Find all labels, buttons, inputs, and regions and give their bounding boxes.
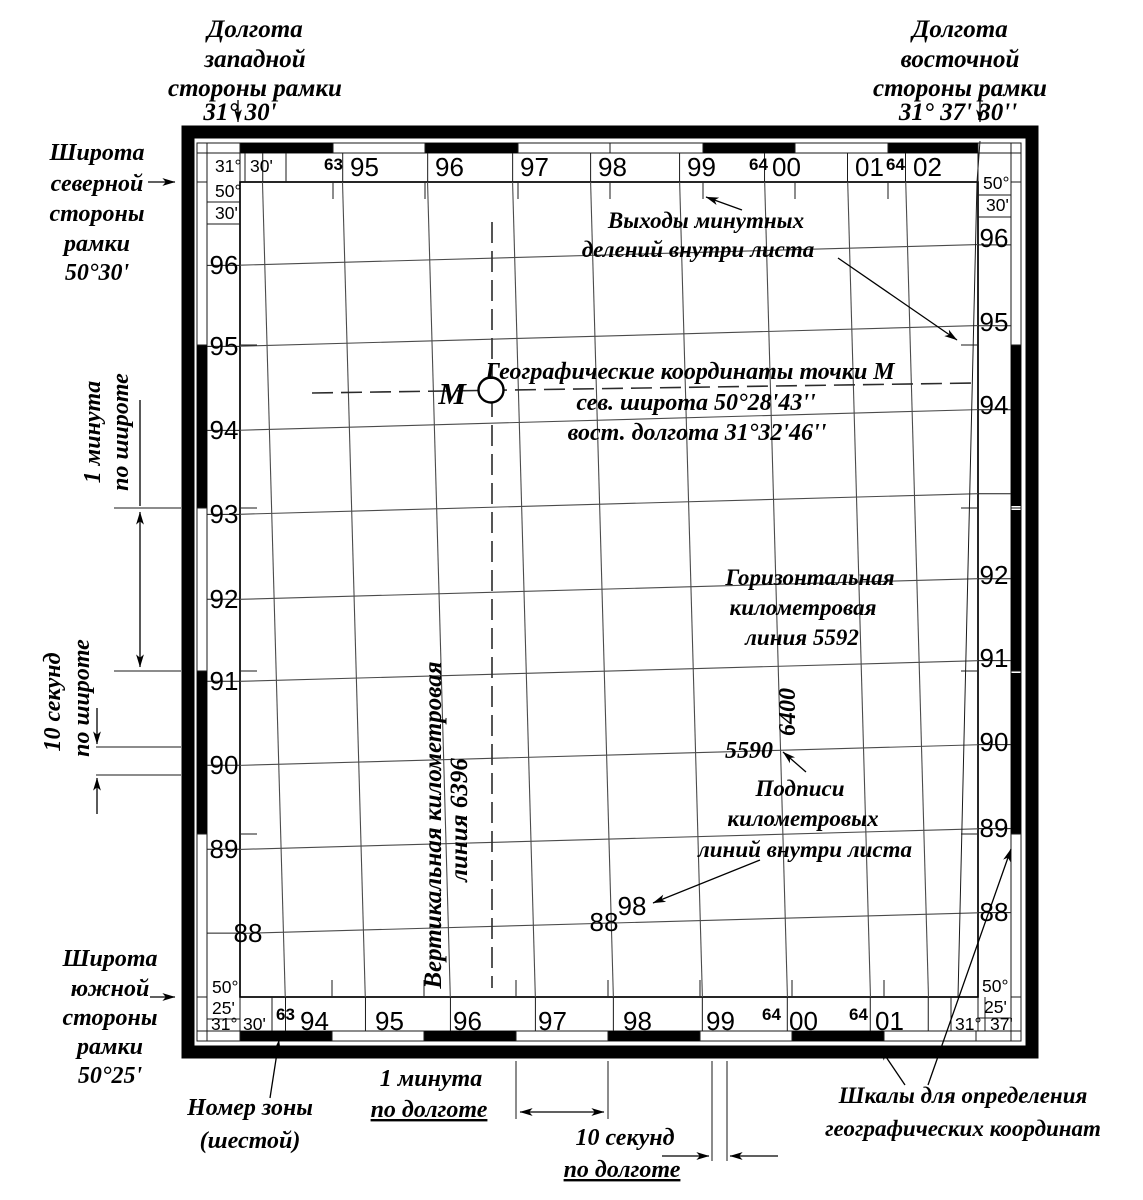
note-line: Географические координаты точки М	[485, 359, 895, 385]
minute-latitude-dimension	[80, 373, 181, 671]
dim-label: по широте	[108, 373, 134, 491]
note-line: Выходы минутных	[607, 208, 805, 233]
corner-label: 37'	[990, 1014, 1013, 1034]
corner-label: 30'	[250, 156, 273, 176]
point-m-letter: М	[438, 376, 466, 411]
note-line: сев. широта 50°28'43''	[576, 390, 816, 416]
zone-number: 64	[749, 155, 768, 174]
bottom-km-number: 94	[300, 1006, 329, 1036]
title-line: Долгота	[912, 16, 1008, 43]
top-km-number: 98	[598, 152, 627, 182]
corner-label: 25'	[212, 998, 235, 1018]
left-km-number: 96	[209, 250, 239, 280]
bottom-km-number: 98	[623, 1006, 652, 1036]
bottom-km-number: 97	[538, 1006, 567, 1036]
km-grid-clip	[213, 154, 1003, 1025]
note-line: километровая	[729, 595, 877, 620]
zone-number: 63	[324, 155, 343, 174]
dim-label: по долготе	[370, 1097, 488, 1123]
km-line-vertical	[590, 165, 614, 1015]
km-line-horizontal	[230, 744, 997, 765]
dim-label: по широте	[69, 639, 95, 757]
top-km-number: 00	[772, 152, 801, 182]
note-line: Шкалы для определения	[838, 1083, 1088, 1108]
note-line: вост. долгота 31°32'46''	[567, 420, 827, 446]
note-line: географических координат	[825, 1116, 1101, 1141]
left-km-number: 95	[209, 331, 239, 361]
corner-label: 25'	[984, 997, 1007, 1017]
vertical-km-line-note	[420, 661, 473, 989]
km-line-vertical	[342, 172, 366, 1022]
corner-label: 50°	[212, 977, 239, 997]
km-value-5590: 5590	[725, 738, 773, 764]
right-km-number: 95	[979, 307, 1009, 337]
dim-label: 10 секунд	[40, 652, 66, 752]
left-km-number: 94	[209, 415, 239, 445]
title-line: Широта	[49, 140, 145, 166]
west-longitude-title	[168, 16, 342, 126]
corner-label: 31°	[955, 1014, 982, 1034]
km-value-6400: 6400	[775, 688, 801, 736]
corner-label: 30'	[986, 195, 1009, 215]
title-line: рамки	[64, 231, 130, 257]
km-grid-numbers	[210, 152, 1009, 1036]
dim-label: по долготе	[563, 1157, 681, 1183]
top-km-number: 97	[520, 152, 549, 182]
right-km-number: 91	[979, 643, 1009, 673]
corner-dividers	[207, 153, 1011, 1031]
east-meridian-line	[958, 141, 980, 997]
south-latitude-title	[61, 946, 175, 1089]
minute-segment-black	[1011, 345, 1021, 506]
note-line: линия 6396	[446, 758, 473, 882]
title-line: северной	[50, 171, 144, 197]
top-km-number: 02	[913, 152, 942, 182]
km-value-88: 88	[589, 907, 619, 937]
title-line: Долгота	[207, 16, 303, 43]
left-km-number: 89	[209, 834, 239, 864]
seconds-latitude-dimension	[40, 639, 181, 814]
note-line: (шестой)	[199, 1128, 301, 1154]
title-line: стороны	[49, 201, 145, 227]
corner-label: 50°	[215, 181, 242, 201]
right-km-number: 88	[979, 897, 1009, 927]
right-km-number: 96	[979, 223, 1009, 253]
zone-number: 64	[849, 1005, 868, 1024]
minute-longitude-dimension	[371, 1061, 608, 1123]
right-km-number: 92	[979, 560, 1009, 590]
bottom-km-number: 99	[706, 1006, 735, 1036]
title-value: 31° 30'	[203, 99, 277, 126]
note-line: делений внутри листа	[581, 237, 815, 262]
minute-segment-black	[1011, 510, 1021, 671]
minute-segment-black	[608, 1031, 700, 1041]
right-km-number: 89	[979, 813, 1009, 843]
km-labels-note	[653, 752, 912, 903]
right-km-number: 90	[979, 727, 1009, 757]
north-latitude-title	[48, 140, 175, 286]
title-value: 50°25'	[77, 1063, 143, 1089]
dim-label: 10 секунд	[575, 1125, 675, 1151]
note-line: километровых	[727, 806, 879, 831]
minute-segment-black	[1011, 673, 1021, 834]
note-line: Подписи	[755, 776, 845, 801]
corner-label: 31°	[215, 156, 242, 176]
minute-scale-left	[197, 143, 207, 1041]
corner-label: 30'	[215, 203, 238, 223]
east-longitude-title	[873, 16, 1047, 126]
horizontal-km-line-note	[724, 565, 894, 650]
right-km-number: 94	[979, 390, 1009, 420]
minute-segment-black	[197, 671, 207, 834]
left-km-number: 91	[209, 666, 239, 696]
km-line-horizontal	[218, 325, 985, 346]
note-line: линия 5592	[745, 625, 859, 650]
km-line-vertical	[905, 157, 929, 1007]
note-line: линий внутри листа	[697, 837, 913, 862]
corner-label: 50°	[983, 173, 1010, 193]
leader-arrow	[653, 860, 760, 903]
bottom-km-number: 95	[375, 1006, 404, 1036]
title-line: южной	[70, 976, 150, 1002]
dim-label: 1 минута	[80, 380, 106, 484]
note-line: Горизонтальная	[725, 565, 895, 590]
title-line: рамки	[77, 1034, 143, 1060]
km-line-vertical	[262, 175, 286, 1025]
left-km-number: 92	[209, 584, 239, 614]
dim-label: 1 минута	[379, 1066, 483, 1092]
corner-label: 30'	[243, 1014, 266, 1034]
title-line: стороны рамки	[873, 75, 1047, 102]
km-line-horizontal	[223, 493, 990, 514]
left-km-number: 93	[209, 499, 239, 529]
bottom-km-number: 00	[789, 1006, 818, 1036]
top-km-number: 01	[855, 152, 884, 182]
point-m-note	[484, 359, 896, 446]
minute-marks-note	[582, 197, 957, 340]
note-line: Номер зоны	[187, 1095, 313, 1121]
zone-number: 64	[762, 1005, 781, 1024]
km-value-98: 98	[617, 891, 647, 921]
grid-row-extensions	[207, 153, 1011, 1031]
note-line: Вертикальная километровая	[420, 661, 447, 989]
left-km-number: 88	[233, 918, 263, 948]
seconds-longitude-dimension	[564, 1061, 778, 1183]
top-km-number: 95	[350, 152, 379, 182]
title-line: стороны	[62, 1005, 158, 1031]
corner-label: 50°	[982, 976, 1009, 996]
top-km-number: 96	[435, 152, 464, 182]
minute-segment-black	[197, 345, 207, 508]
bottom-km-number: 96	[453, 1006, 482, 1036]
km-grid	[213, 154, 1003, 1025]
corner-label: 31°	[211, 1014, 238, 1034]
title-line: восточной	[900, 46, 1020, 73]
km-line-horizontal	[227, 660, 994, 681]
title-line: западной	[204, 46, 306, 73]
title-line: Широта	[62, 946, 158, 972]
minute-segment-black	[240, 143, 333, 153]
title-line: стороны рамки	[168, 75, 342, 102]
corner-coordinate-labels	[211, 156, 1013, 1034]
zone-number: 63	[276, 1005, 295, 1024]
title-value: 50°30'	[64, 260, 130, 286]
leader-arrow	[783, 752, 806, 772]
top-km-number: 99	[687, 152, 716, 182]
title-value: 31° 37' 30''	[898, 99, 1018, 126]
bottom-km-number: 01	[875, 1006, 904, 1036]
left-km-number: 90	[209, 750, 239, 780]
km-line-vertical	[512, 168, 536, 1018]
coordinate-scales-note	[825, 849, 1101, 1141]
zone-number: 64	[886, 155, 905, 174]
